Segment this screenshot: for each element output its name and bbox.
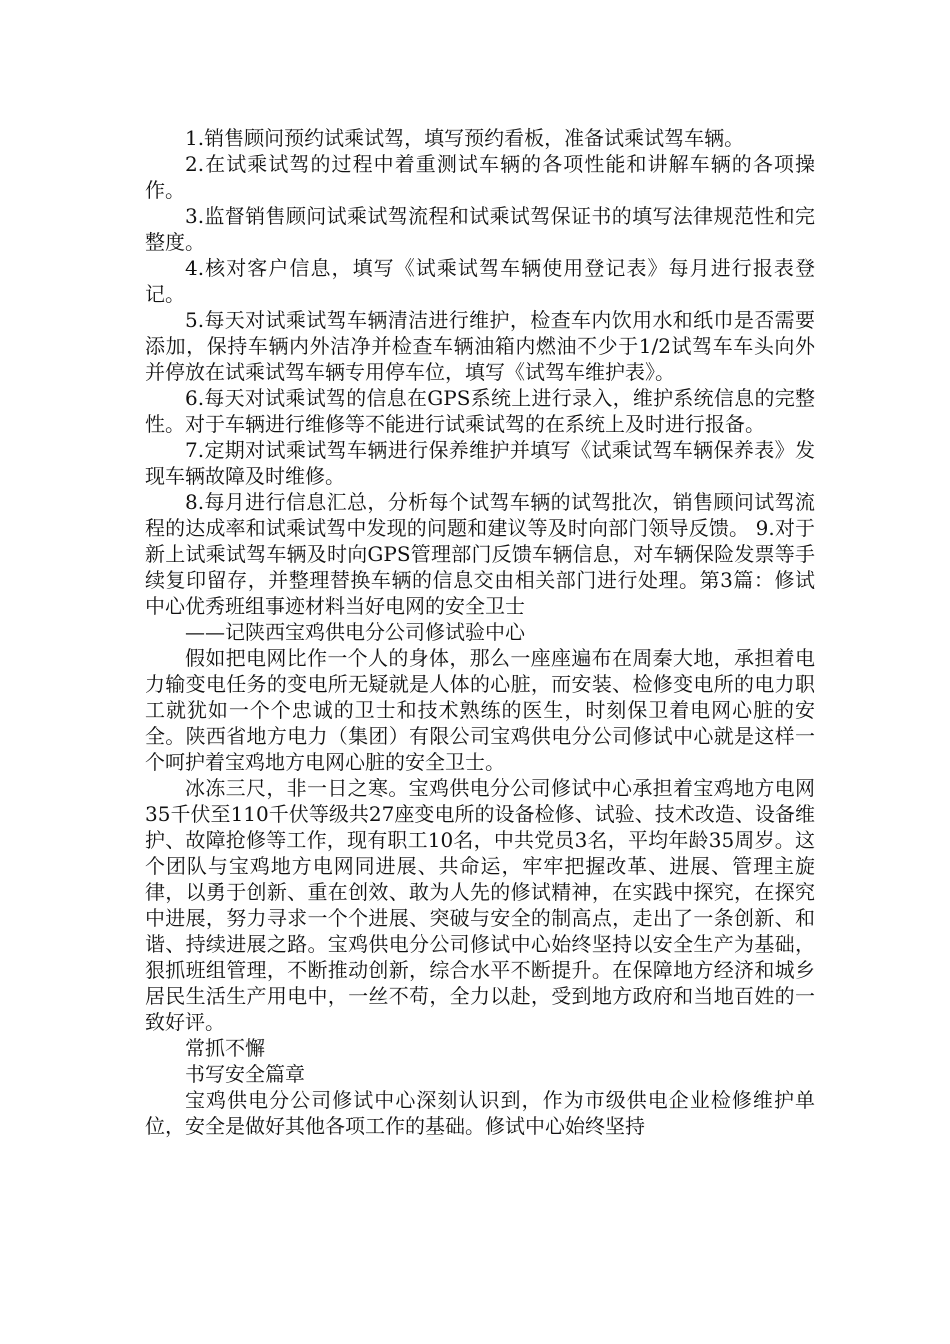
paragraph-team: 冰冻三尺，非一日之寒。宝鸡供电分公司修试中心承担着宝鸡地方电网35千伏至110千伏等级共27座变电所的设备检修、试验、技术改造、设备维护、故障抢修等工作，现有职工10名，中共党员3名，平均年龄35周岁。这个团队与宝鸡地方电网同进展、共命运，牢牢把握改革、进展、管理主旋律，以勇于创新、重在创效、敢为人先的修试精神，在实践中探究，在探究中进展，努力寻求一个个进展、突破与安全的制高点，走出了一条创新、和谐、持续进展之路。宝鸡供电分公司修试中心始终坚持以安全生产为基础，狠抓班组管理，不断推动创新，综合水平不断提升。在保障地方经济和城乡居民生活生产用电中，一丝不苟，全力以赴，受到地方政府和当地百姓的一致好评。 <box>145 776 815 1034</box>
paragraph-6: 6.每天对试乘试驾的信息在GPS系统上进行录入，维护系统信息的完整性。对于车辆进行维修等不能进行试乘试驾的在系统上及时进行报备。 <box>145 386 815 436</box>
section-heading-2: 书写安全篇章 <box>185 1062 305 1086</box>
document-body <box>145 125 815 1139</box>
paragraph-8: 8.每月进行信息汇总，分析每个试驾车辆的试驾批次，销售顾问试驾流程的达成率和试乘试驾中发现的问题和建议等及时向部门领导反馈。 9.对于新上试乘试驾车辆及时向GPS管理部门反馈车辆信息，对车辆保险发票等手续复印留存，并整理替换车辆的信息交由相关部门进行处理。第3篇：修试中心优秀班组事迹材料当好电网的安全卫士 <box>145 490 815 618</box>
paragraph-7: 7.定期对试乘试驾车辆进行保养维护并填写《试乘试驾车辆保养表》发现车辆故障及时维修。 <box>145 438 815 488</box>
paragraph-3: 3.监督销售顾问试乘试驾流程和试乘试驾保证书的填写法律规范性和完整度。 <box>145 204 815 254</box>
subtitle-line: ——记陕西宝鸡供电分公司修试验中心 <box>185 620 525 644</box>
paragraph-1: 1.销售顾问预约试乘试驾，填写预约看板，准备试乘试驾车辆。 <box>185 126 745 150</box>
paragraph-intro: 假如把电网比作一个人的身体，那么一座座遍布在周秦大地，承担着电力输变电任务的变电所无疑就是人体的心脏，而安装、检修变电所的电力职工就犹如一个个忠诚的卫士和技术熟练的医生，时刻保卫着电网心脏的安全。陕西省地方电力（集团）有限公司宝鸡供电分公司修试中心就是这样一个呵护着宝鸡地方电网心脏的安全卫士。 <box>145 646 815 774</box>
paragraph-2: 2.在试乘试驾的过程中着重测试车辆的各项性能和讲解车辆的各项操作。 <box>145 152 815 202</box>
paragraph-safety: 宝鸡供电分公司修试中心深刻认识到，作为市级供电企业检修维护单位，安全是做好其他各项工作的基础。修试中心始终坚持 <box>145 1088 815 1138</box>
paragraph-4: 4.核对客户信息，填写《试乘试驾车辆使用登记表》每月进行报表登记。 <box>145 256 815 306</box>
section-heading-1: 常抓不懈 <box>185 1036 265 1060</box>
paragraph-5: 5.每天对试乘试驾车辆清洁进行维护，检查车内饮用水和纸巾是否需要添加，保持车辆内外洁净并检查车辆油箱内燃油不少于1/2试驾车车头向外并停放在试乘试驾车辆专用停车位，填写《试驾车维护表》。 <box>145 308 815 384</box>
